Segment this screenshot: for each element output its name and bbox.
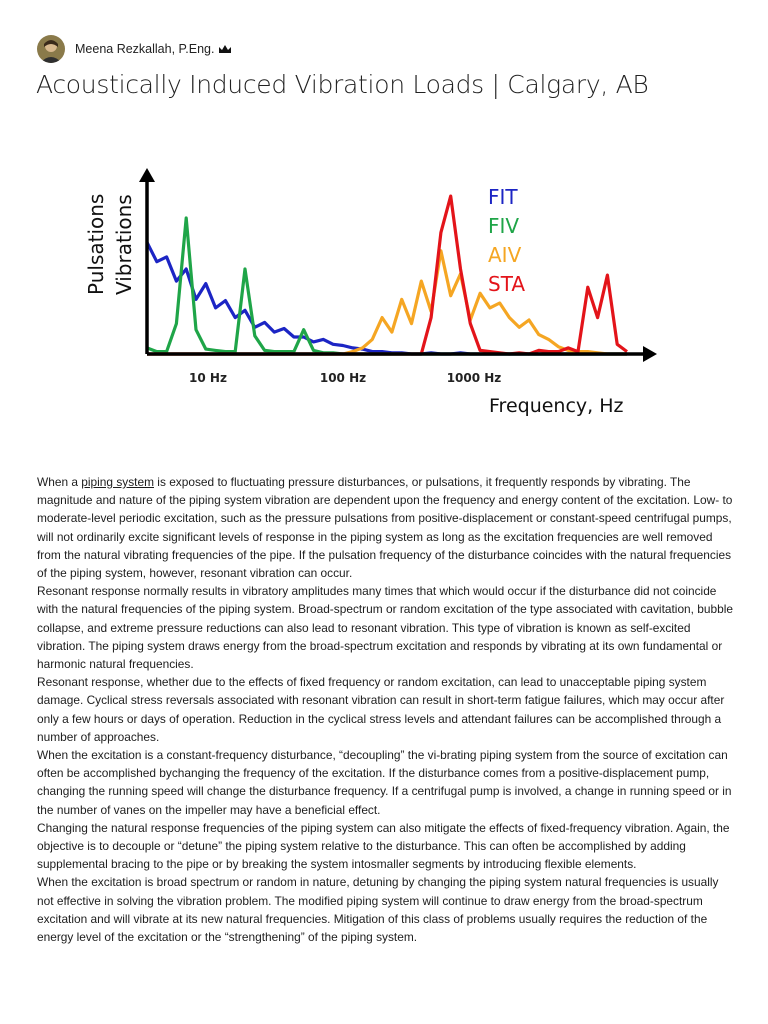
crown-icon (218, 44, 232, 54)
x-axis-label: Frequency, Hz (489, 395, 624, 417)
paragraph-3: When the excitation is a constant-frequency disturbance, “decoupling” the vi-brating piping system from the source of excitation can often be accomplished bychanging the frequency of the excitation. If the disturbance comes from a positive-displacement pump, changing the running speed will change the disturbance frequency. If a centrifugal pump is involved, a change in running speed or in the number of vanes on the impeller may have a beneficial effect. (37, 748, 732, 817)
author-row[interactable] (37, 34, 232, 64)
series-line-aiv (147, 251, 627, 354)
avatar[interactable] (37, 35, 65, 63)
frequency-spectrum-chart (70, 150, 670, 440)
legend-item-fiv: FIV (488, 214, 520, 238)
paragraph-0-text: is exposed to fluctuating pressure disturbances, or pulsations, it frequently responds by vibrating. The magnitude and nature of the piping system vibration are dependent upon the frequency and energy content of the excitation. Low- to moderate-level periodic excitation, such as the pressure pulsations from positive-displacement or constant-speed centrifugal pumps, will not ordinarily excite significant levels of response in the piping system as long as the excitation frequencies are well removed from the natural vibrating frequencies of the pipe. If the pulsation frequency of the disturbance coincides with the natural frequencies of the piping system, however, resonant vibration can occur. (37, 475, 733, 581)
paragraph-0-intro: When a (37, 475, 82, 489)
legend-item-sta: STA (488, 272, 526, 296)
y-axis-arrow (139, 168, 155, 182)
x-tick-label: 10 Hz (189, 371, 227, 385)
author-name[interactable]: Meena Rezkallah, P.Eng. (75, 42, 215, 56)
legend-item-aiv: AIV (488, 243, 522, 267)
x-tick-label: 1000 Hz (446, 371, 502, 385)
series-line-fit (147, 242, 627, 354)
y-axis-label-vibrations: Vibrations (112, 194, 136, 295)
page-title: Acoustically Induced Vibration Loads | Calgary, AB (36, 70, 649, 99)
paragraph-4: Changing the natural response frequencies of the piping system can also mitigate the effects of fixed-frequency vibration. Again, the objective is to decouple or “detune” the piping system relative to the disturbance. This can often be accomplished by adding supplemental bracing to the pipe or by breaking the system intosmaller segments by introducing flexible elements. (37, 820, 730, 872)
x-axis-arrow (643, 346, 657, 362)
article-body (37, 473, 737, 946)
series-line-fiv (147, 218, 627, 354)
paragraph-1: Resonant response normally results in vibratory amplitudes many times that which would occur if the disturbance did not coincide with the natural frequencies of the piping system. Broad-spectrum or random excitation of the type associated with cavitation, bubble collapse, and extreme pressure reductions can also lead to resonant vibration. This type of vibration is known as self-excited vibration. The piping system draws energy from the broad-spectrum excitation and responds by vibrating at its own fundamental or harmonic natural frequencies. (37, 584, 733, 672)
legend-item-fit: FIT (488, 185, 518, 209)
paragraph-2: Resonant response, whether due to the effects of fixed frequency or random excitation, can lead to unacceptable piping system damage. Cyclical stress reversals associated with resonant vibration can result in short-term fatigue failures, which may occur after only a few hours or days of operation. Reduction in the cyclical stress levels and attendant failures can be accomplished through a number of approaches. (37, 675, 725, 744)
paragraph-5: When the excitation is broad spectrum or random in nature, detuning by changing the piping system natural frequencies is usually not effective in solving the vibration problem. The modified piping system will continue to draw energy from the broad-spectrum excitation and will vibrate at its new natural frequencies. Mitigation of this class of problems usually requires the reduction of the energy level of the excitation or the “strengthening” of the piping system. (37, 875, 719, 945)
y-axis-label-pulsations: Pulsations (84, 193, 108, 295)
x-tick-label: 100 Hz (319, 371, 367, 385)
paragraph-0 (37, 473, 737, 582)
series-line-sta (147, 196, 627, 354)
chart-svg (70, 150, 670, 440)
piping-system-link[interactable]: piping system (81, 475, 154, 489)
